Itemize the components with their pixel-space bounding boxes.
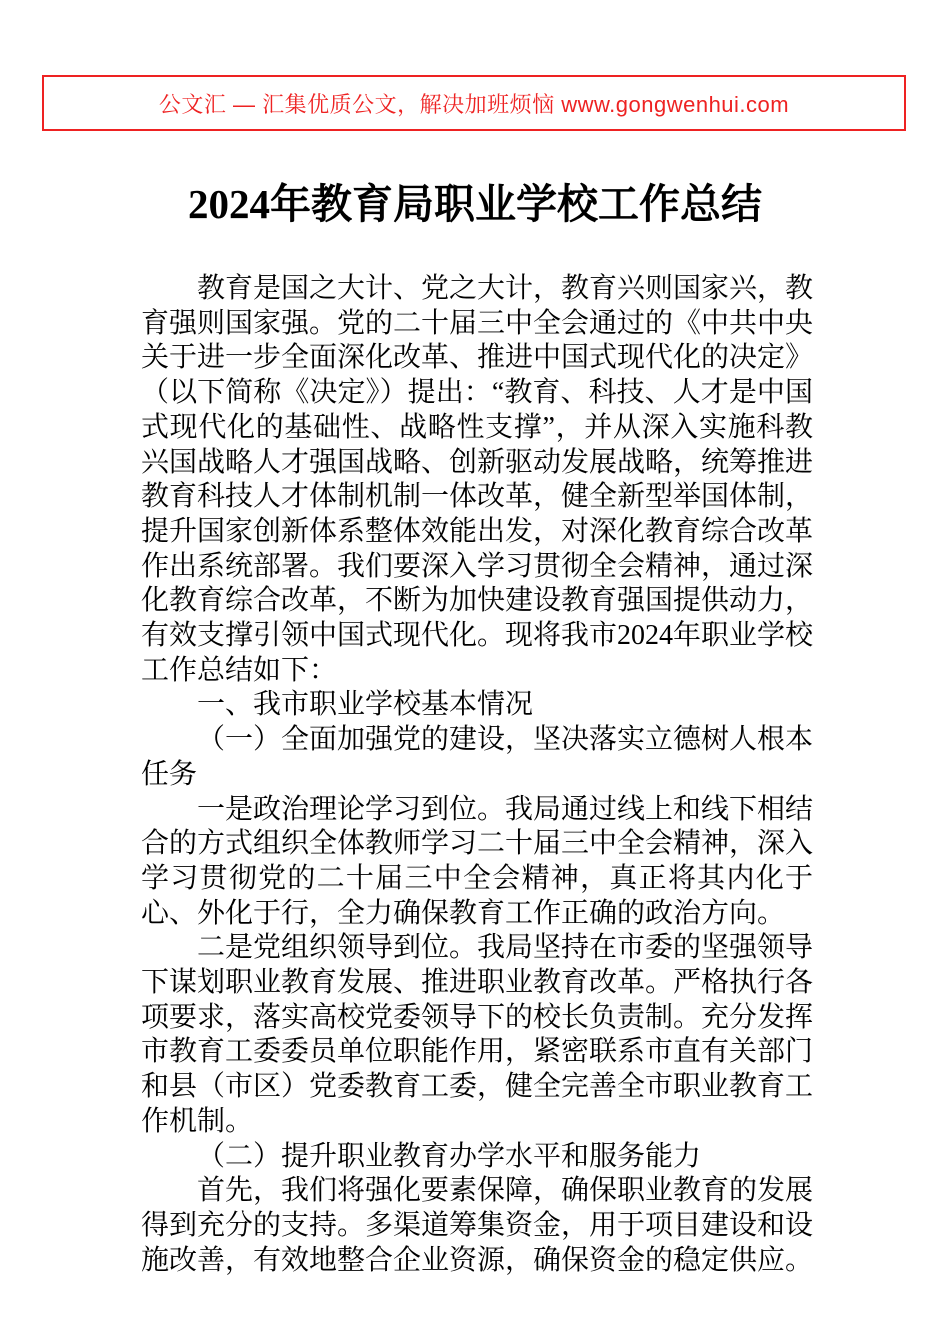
page-title: 2024年教育局职业学校工作总结 [188, 181, 762, 227]
document-body [0, 272, 950, 1278]
section-heading-1: 一、我市职业学校基本情况 [197, 689, 534, 721]
body-paragraph-intro: 教育是国之大计、党之大计，教育兴则国家兴，教育强则国家强。党的二十届三中全会通过的《中共中央关于进一步全面深化改革、推进中国式现代化的决定》（以下简称《决定》）提出：“教育、科技、人才是中国式现代化的基础性、战略性支撑”，并从深入实施科教兴国战略人才强国战略、创新驱动发展战略，统筹推进教育科技人才体制机制一体改革，健全新型举国体制，提升国家创新体系整体效能出发，对深化教育综合改革作出系统部署。我们要深入学习贯彻全会精神，通过深化教育综合改革，不断为加快建设教育强国提供动力，有效支撑引领中国式现代化。现将我市2024年职业学校工作总结如下： [141, 273, 814, 686]
watermark-banner [42, 75, 906, 131]
body-paragraph: 二是党组织领导到位。我局坚持在市委的坚强领导下谋划职业教育发展、推进职业教育改革。严格执行各项要求，落实高校党委领导下的校长负责制。充分发挥市教育工委委员单位职能作用，紧密联系市直有关部门和县（市区）党委教育工委，健全完善全市职业教育工作机制。 [141, 932, 814, 1137]
body-paragraph: 首先，我们将强化要素保障，确保职业教育的发展得到充分的支持。多渠道筹集资金，用于项目建设和设施改善，有效地整合企业资源，确保资金的稳定供应。 [141, 1175, 814, 1276]
watermark-banner-text: 公文汇 — 汇集优质公文，解决加班烦恼 www.gongwenhui.com [158, 91, 790, 117]
body-paragraph: 一是政治理论学习到位。我局通过线上和线下相结合的方式组织全体教师学习二十届三中全会精神，深入学习贯彻党的二十届三中全会精神，真正将其内化于心、外化于行，全力确保教育工作正确的政治方向。 [141, 793, 814, 929]
subsection-heading-1-2: （二）提升职业教育办学水平和服务能力 [197, 1140, 702, 1172]
subsection-heading-1-1: （一）全面加强党的建设，坚决落实立德树人根本任务 [141, 724, 814, 790]
